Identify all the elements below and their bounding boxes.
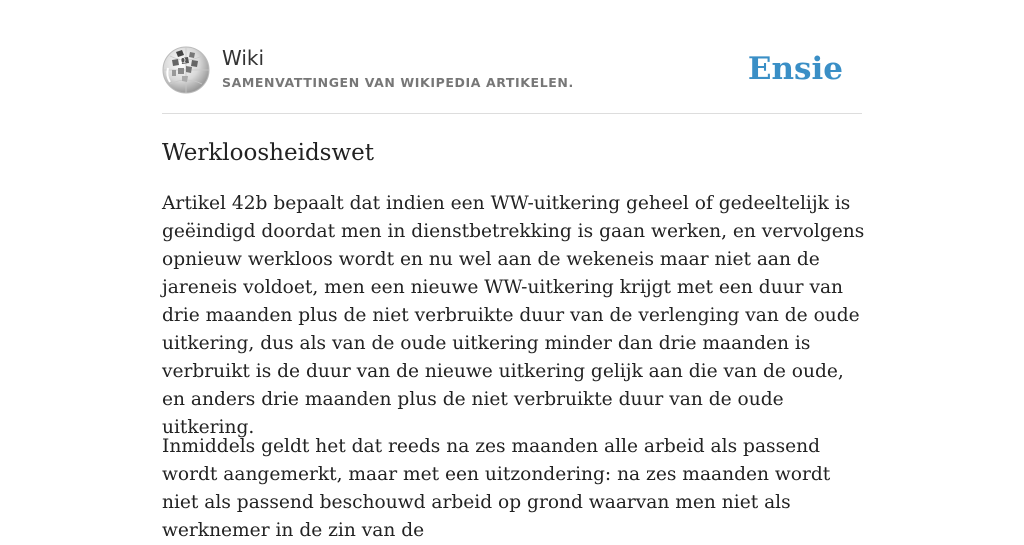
site-header [162,0,862,114]
wikipedia-globe-icon[interactable] [162,46,210,94]
brand-logo[interactable]: Ensie [747,51,843,87]
svg-text:Ω: Ω [180,57,186,65]
article-paragraph: Inmiddels geldt het dat reeds na zes maanden alle arbeid als passend wordt aangemerkt, maar met een uitzondering: na zes maanden wordt niet als passend beschouwd arbeid op grond waarvan men niet als werknemer in de zin van de [162,436,831,541]
site-name[interactable]: Wiki [222,46,265,70]
article-paragraph: Artikel 42b bepaalt dat indien een WW-uitkering geheel of gedeeltelijk is geëindigd doordat men in dienstbetrekking is gaan werken, en vervolgens opnieuw werkloos wordt en nu wel aan de wekeneis maar niet aan de jareneis voldoet, men een nieuwe WW-uitkering krijgt met een duur van drie maanden plus de niet verbruikte duur van de verlenging van de oude uitkering, dus als van de oude uitkering minder dan drie maanden is verbruikt is de duur van de nieuwe uitkering gelijk aan die van de oude, en anders drie maanden plus de niet verbruikte duur van de oude uitkering. [162,193,865,438]
article-title: Werkloosheidswet [162,140,375,166]
site-tagline: SAMENVATTINGEN VAN WIKIPEDIA ARTIKELEN. [222,75,574,90]
page [162,0,865,541]
